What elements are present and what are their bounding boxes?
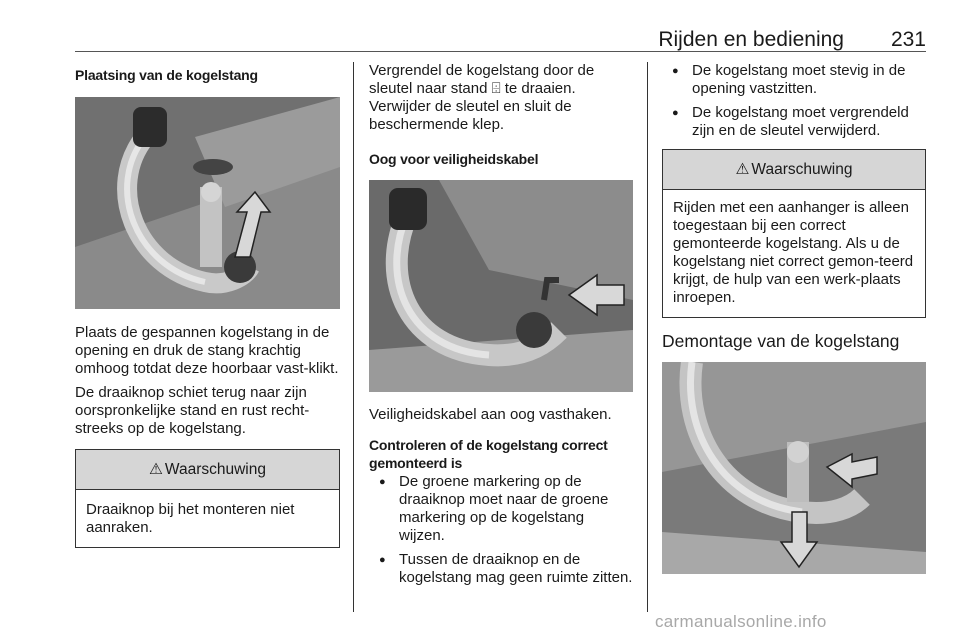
- warning-box: [662, 149, 926, 318]
- column-3: [662, 62, 926, 574]
- warning-title: [663, 150, 925, 190]
- warning-text: Rijden met een aanhanger is alleen toegestaan bij een correct gemonteerde kogelstang. Als u de kogelstang niet correct gemon-teerd krijgt, de hulp van een werk-plaats inroepen.: [673, 199, 914, 306]
- warning-box: [75, 449, 340, 548]
- list-item: ● Tussen de draaiknop en de kogelstang mag geen ruimte zitten.: [369, 551, 633, 587]
- warning-icon: ⚠: [735, 160, 750, 178]
- list-item: ● De kogelstang moet vergrendeld zijn en de sleutel verwijderd.: [662, 104, 926, 140]
- watermark: carmanualsonline.info: [655, 612, 827, 631]
- page-number: 231: [890, 28, 926, 51]
- warning-icon: ⚠: [149, 460, 163, 478]
- paragraph: Plaats de gespannen kogelstang in de opening en druk de stang krachtig omhoog totdat deze hoorbaar vast-klikt.: [75, 324, 339, 377]
- column-divider: [647, 62, 648, 612]
- paragraph: De draaiknop schiet terug naar zijn oorspronkelijke stand en rust recht-streeks op de kogelstang.: [75, 384, 310, 437]
- warning-title-text: Waarschuwing: [751, 160, 853, 178]
- list-item: ● De kogelstang moet stevig in de opening vastzitten.: [662, 62, 926, 98]
- warning-title: [76, 450, 339, 490]
- towbar-removal-illustration: [662, 362, 926, 574]
- safety-cable-eye-illustration: [369, 180, 633, 392]
- list-item: ● De groene markering op de draaiknop moet naar de groene markering op de kogelstang wijzen.: [369, 473, 633, 545]
- section-title: Rijden en bediening: [658, 28, 844, 51]
- section-heading: Oog voor veiligheidskabel: [369, 151, 539, 167]
- section-heading: Plaatsing van de kogelstang: [75, 67, 258, 83]
- check-list: [369, 473, 633, 587]
- column-divider: [353, 62, 354, 612]
- warning-text: Draaiknop bij het monteren niet aanraken.: [86, 501, 295, 536]
- warning-title-text: Waarschuwing: [164, 460, 266, 478]
- column-1: [75, 62, 340, 548]
- page-header: [75, 22, 926, 52]
- section-heading: Demontage van de kogelstang: [662, 331, 900, 351]
- figure-caption: Veiligheidskabel aan oog vasthaken.: [369, 406, 612, 423]
- check-list: [662, 62, 926, 140]
- paragraph: Vergrendel de kogelstang door de sleutel naar stand ⌹ te draaien. Verwijder de sleutel en sluit de beschermende klep.: [369, 62, 595, 133]
- column-2: [369, 62, 633, 587]
- towbar-insert-illustration: [75, 97, 340, 309]
- section-heading: Controleren of de kogelstang correct gemonteerd is: [369, 437, 608, 471]
